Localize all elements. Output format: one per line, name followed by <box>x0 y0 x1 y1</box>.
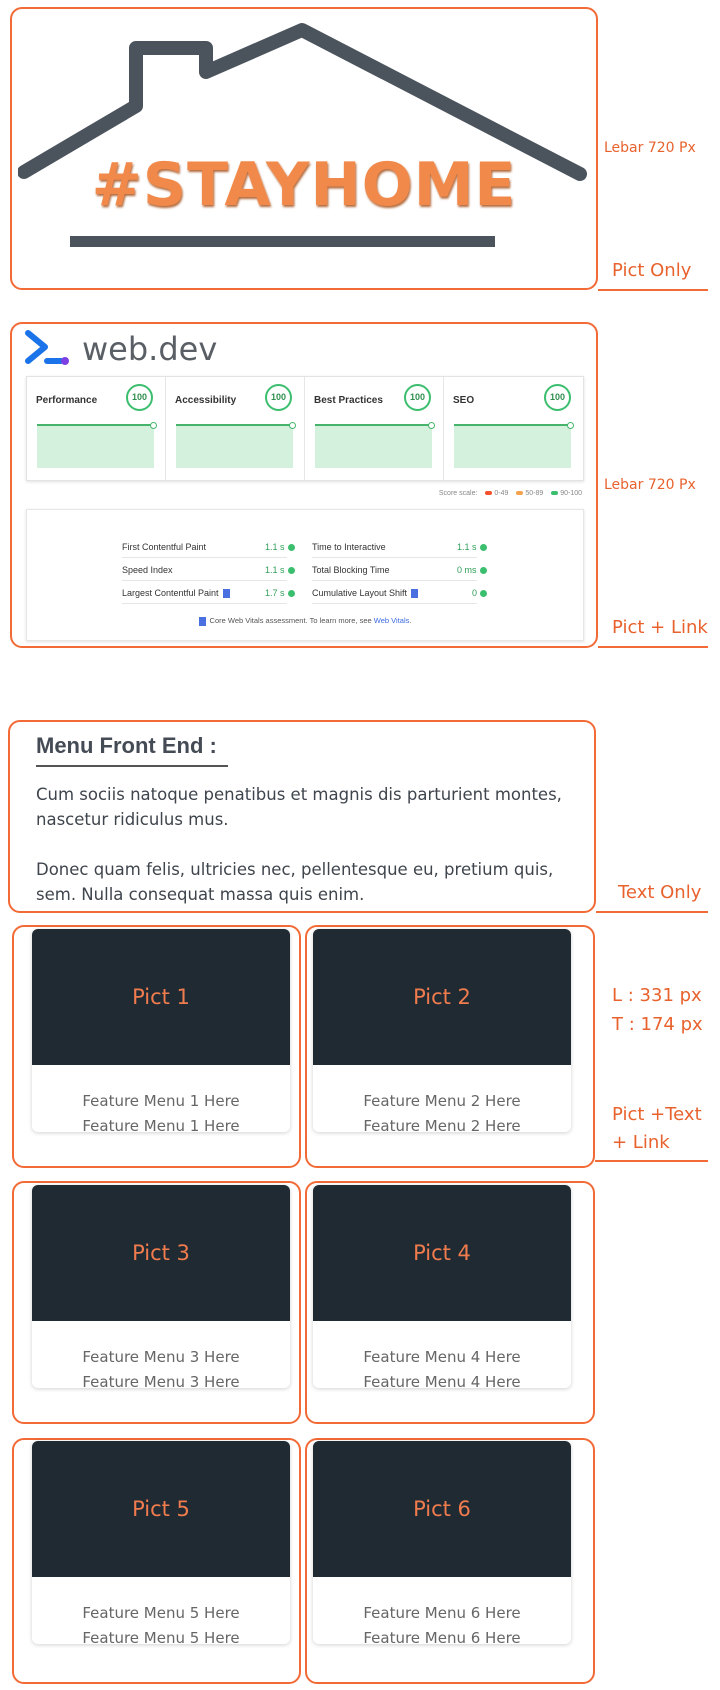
metrics-panel <box>26 509 584 641</box>
metric-name: Total Blocking Time <box>312 565 390 575</box>
feature-card-4[interactable] <box>313 1185 571 1388</box>
card-text: Feature Menu 1 Here Feature Menu 1 Here <box>82 1092 240 1132</box>
annotation-underline-1 <box>598 289 708 291</box>
card-text: Feature Menu 2 Here Feature Menu 2 Here <box>363 1092 521 1132</box>
check-icon <box>288 590 295 597</box>
web-vitals-link[interactable]: Web Vitals <box>373 616 410 625</box>
webdev-title: web.dev <box>82 330 218 368</box>
card-text: Feature Menu 4 Here Feature Menu 4 Here <box>363 1348 521 1388</box>
category-accessibility <box>166 377 305 480</box>
metric-name: Cumulative Layout Shift <box>312 588 418 598</box>
card-picture: Pict 1 <box>32 929 290 1065</box>
category-name: Best Practices <box>314 395 383 406</box>
check-icon <box>480 567 487 574</box>
metric-name: First Contentful Paint <box>122 542 207 552</box>
score-chart <box>454 424 571 468</box>
category-best-practices <box>305 377 444 480</box>
score-scale-legend <box>439 490 582 497</box>
annotation-pict-text-link-2: + Link <box>612 1132 670 1153</box>
check-icon <box>480 590 487 597</box>
card-picture: Pict 5 <box>32 1441 290 1577</box>
category-performance <box>27 377 166 480</box>
annotation-underline-4 <box>595 1160 708 1162</box>
score-chart <box>37 424 154 468</box>
lighthouse-scores-panel <box>26 376 584 481</box>
score-chart <box>315 424 432 468</box>
category-seo <box>444 377 583 480</box>
metric-value: 0 <box>472 588 487 598</box>
card-text: Feature Menu 5 Here Feature Menu 5 Here <box>82 1604 240 1644</box>
core-web-vitals-footer: Core Web Vitals assessment. To learn more, see Web Vitals. <box>27 616 583 626</box>
hero-text: #STAYHOME <box>91 150 517 220</box>
annotation-dims-t: T : 174 px <box>612 1014 703 1035</box>
score-chart <box>176 424 293 468</box>
menu-title-underline <box>36 765 228 767</box>
feature-card-3[interactable] <box>32 1185 290 1388</box>
score-scale-label: Score scale: <box>438 490 478 497</box>
annotation-width-2: Lebar 720 Px <box>604 477 696 493</box>
annotation-text-only: Text Only <box>618 882 702 903</box>
annotation-underline-2 <box>598 646 708 648</box>
score-gauge: 100 <box>544 384 571 411</box>
annotation-pict-text-link-1: Pict +Text <box>612 1104 702 1125</box>
check-icon <box>288 544 295 551</box>
annotation-dims-l: L : 331 px <box>612 985 702 1006</box>
scale-range-mid: 50-89 <box>525 490 544 497</box>
annotation-pict-link: Pict + Link <box>612 617 708 638</box>
check-icon <box>288 567 295 574</box>
core-vitals-flag-icon <box>223 589 230 598</box>
score-gauge: 100 <box>126 384 153 411</box>
feature-card-1[interactable] <box>32 929 290 1132</box>
check-icon <box>480 544 487 551</box>
category-name: Performance <box>36 395 98 406</box>
card-text: Feature Menu 6 Here Feature Menu 6 Here <box>363 1604 521 1644</box>
scale-range-high: 90-100 <box>560 490 582 497</box>
category-name: SEO <box>453 395 475 406</box>
metric-value: 0 ms <box>457 565 487 575</box>
metric-name: Largest Contentful Paint <box>122 588 230 598</box>
feature-card-2[interactable] <box>313 929 571 1132</box>
feature-card-5[interactable] <box>32 1441 290 1644</box>
metric-value: 1.7 s <box>265 588 295 598</box>
score-gauge: 100 <box>404 384 431 411</box>
score-gauge: 100 <box>265 384 292 411</box>
webdev-logo-icon <box>25 330 69 366</box>
annotation-pict-only: Pict Only <box>612 260 692 281</box>
feature-card-6[interactable] <box>313 1441 571 1644</box>
metric-value: 1.1 s <box>457 542 487 552</box>
core-vitals-flag-icon <box>411 589 418 598</box>
annotation-underline-3 <box>596 911 708 913</box>
card-picture: Pict 2 <box>313 929 571 1065</box>
metric-name: Time to Interactive <box>312 542 386 552</box>
menu-paragraph-2: Donec quam felis, ultricies nec, pellentesque eu, pretium quis, sem. Nulla consequat massa quis enim. <box>36 860 554 904</box>
menu-paragraph-1: Cum sociis natoque penatibus et magnis dis parturient montes, nascetur ridiculus mus. <box>36 785 562 829</box>
core-vitals-flag-icon <box>199 617 206 626</box>
card-text: Feature Menu 3 Here Feature Menu 3 Here <box>82 1348 240 1388</box>
scale-range-low: 0-49 <box>494 490 509 497</box>
metric-name: Speed Index <box>122 565 173 575</box>
category-name: Accessibility <box>175 395 237 406</box>
card-picture: Pict 3 <box>32 1185 290 1321</box>
metric-value: 1.1 s <box>265 565 295 575</box>
annotation-width-1: Lebar 720 Px <box>604 140 696 156</box>
card-picture: Pict 4 <box>313 1185 571 1321</box>
menu-title: Menu Front End : <box>36 733 217 758</box>
card-picture: Pict 6 <box>313 1441 571 1577</box>
metric-value: 1.1 s <box>265 542 295 552</box>
hero-underline-bar <box>70 236 495 247</box>
